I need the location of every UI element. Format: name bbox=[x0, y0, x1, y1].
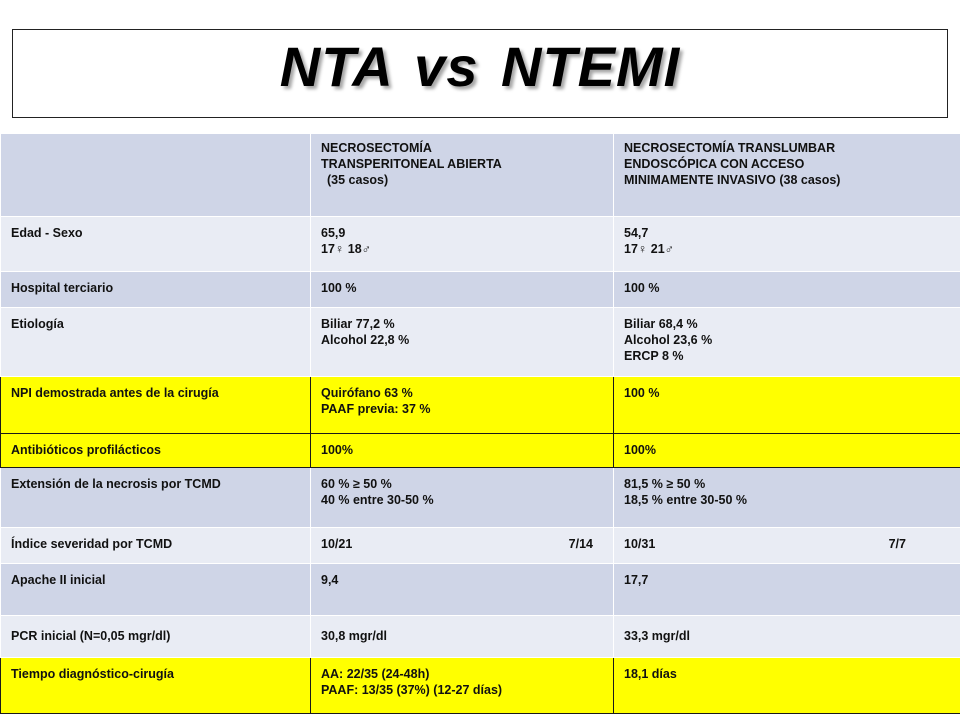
row-value-ntemi: 81,5 % ≥ 50 % 18,5 % entre 30-50 % bbox=[614, 468, 960, 528]
row-value-ntemi: 18,1 días bbox=[614, 658, 960, 714]
row-label: NPI demostrada antes de la cirugía bbox=[1, 377, 311, 434]
row-value-ntemi: 17,7 bbox=[614, 564, 960, 616]
row-label: PCR inicial (N=0,05 mgr/dl) bbox=[1, 616, 311, 658]
row-value-nta: AA: 22/35 (24-48h) PAAF: 13/35 (37%) (12-27 días) bbox=[311, 658, 614, 714]
comparison-table bbox=[0, 133, 960, 714]
table-row bbox=[1, 616, 960, 658]
header-col-nta-line: NECROSECTOMÍA bbox=[321, 141, 432, 155]
header-col-ntemi-line: ENDOSCÓPICA CON ACCESO bbox=[624, 157, 805, 171]
row-label: Tiempo diagnóstico-cirugía bbox=[1, 658, 311, 714]
row-label: Extensión de la necrosis por TCMD bbox=[1, 468, 311, 528]
row-value-nta: Biliar 77,2 % Alcohol 22,8 % bbox=[311, 308, 614, 377]
row-value-nta: 30,8 mgr/dl bbox=[311, 616, 614, 658]
table-row-highlight bbox=[1, 658, 960, 714]
row-value-nta: 65,9 17♀ 18♂ bbox=[311, 217, 614, 272]
row-label: Hospital terciario bbox=[1, 272, 311, 308]
row-label: Edad - Sexo bbox=[1, 217, 311, 272]
table-row-highlight bbox=[1, 377, 960, 434]
table-row-highlight bbox=[1, 434, 960, 468]
row-value-nta: 60 % ≥ 50 % 40 % entre 30-50 % bbox=[311, 468, 614, 528]
row-value-ntemi: 100% bbox=[614, 434, 960, 468]
table-row bbox=[1, 217, 960, 272]
row-value-ntemi: 100 % bbox=[614, 272, 960, 308]
title-box bbox=[12, 29, 948, 118]
header-col-ntemi-line: MINIMAMENTE INVASIVO (38 casos) bbox=[624, 173, 841, 187]
header-col-nta-line: (35 casos) bbox=[327, 173, 389, 187]
header-col-ntemi-line: NECROSECTOMÍA TRANSLUMBAR bbox=[624, 141, 836, 155]
row-value-nta: 10/21 7/14 bbox=[311, 528, 614, 564]
header-empty-cell bbox=[1, 134, 311, 217]
row-value-ntemi: 10/31 7/7 bbox=[614, 528, 960, 564]
row-value-nta: 100% bbox=[311, 434, 614, 468]
row-label: Antibióticos profilácticos bbox=[1, 434, 311, 468]
row-value-ntemi: Biliar 68,4 % Alcohol 23,6 % ERCP 8 % bbox=[614, 308, 960, 377]
table-row bbox=[1, 308, 960, 377]
slide-title: NTA vs NTEMI bbox=[279, 35, 681, 98]
table-row bbox=[1, 528, 960, 564]
row-value-ntemi: 33,3 mgr/dl bbox=[614, 616, 960, 658]
table-row bbox=[1, 468, 960, 528]
header-col-nta bbox=[311, 134, 614, 217]
table-header-row bbox=[1, 134, 960, 217]
row-value-ntemi: 100 % bbox=[614, 377, 960, 434]
header-col-ntemi bbox=[614, 134, 960, 217]
row-label: Índice severidad por TCMD bbox=[1, 528, 311, 564]
row-label: Etiología bbox=[1, 308, 311, 377]
row-value-ntemi: 54,7 17♀ 21♂ bbox=[614, 217, 960, 272]
row-value-nta: 100 % bbox=[311, 272, 614, 308]
row-value-nta: Quirófano 63 % PAAF previa: 37 % bbox=[311, 377, 614, 434]
table-row bbox=[1, 564, 960, 616]
header-col-nta-line: TRANSPERITONEAL ABIERTA bbox=[321, 157, 502, 171]
table-row bbox=[1, 272, 960, 308]
row-label: Apache II inicial bbox=[1, 564, 311, 616]
row-value-nta: 9,4 bbox=[311, 564, 614, 616]
